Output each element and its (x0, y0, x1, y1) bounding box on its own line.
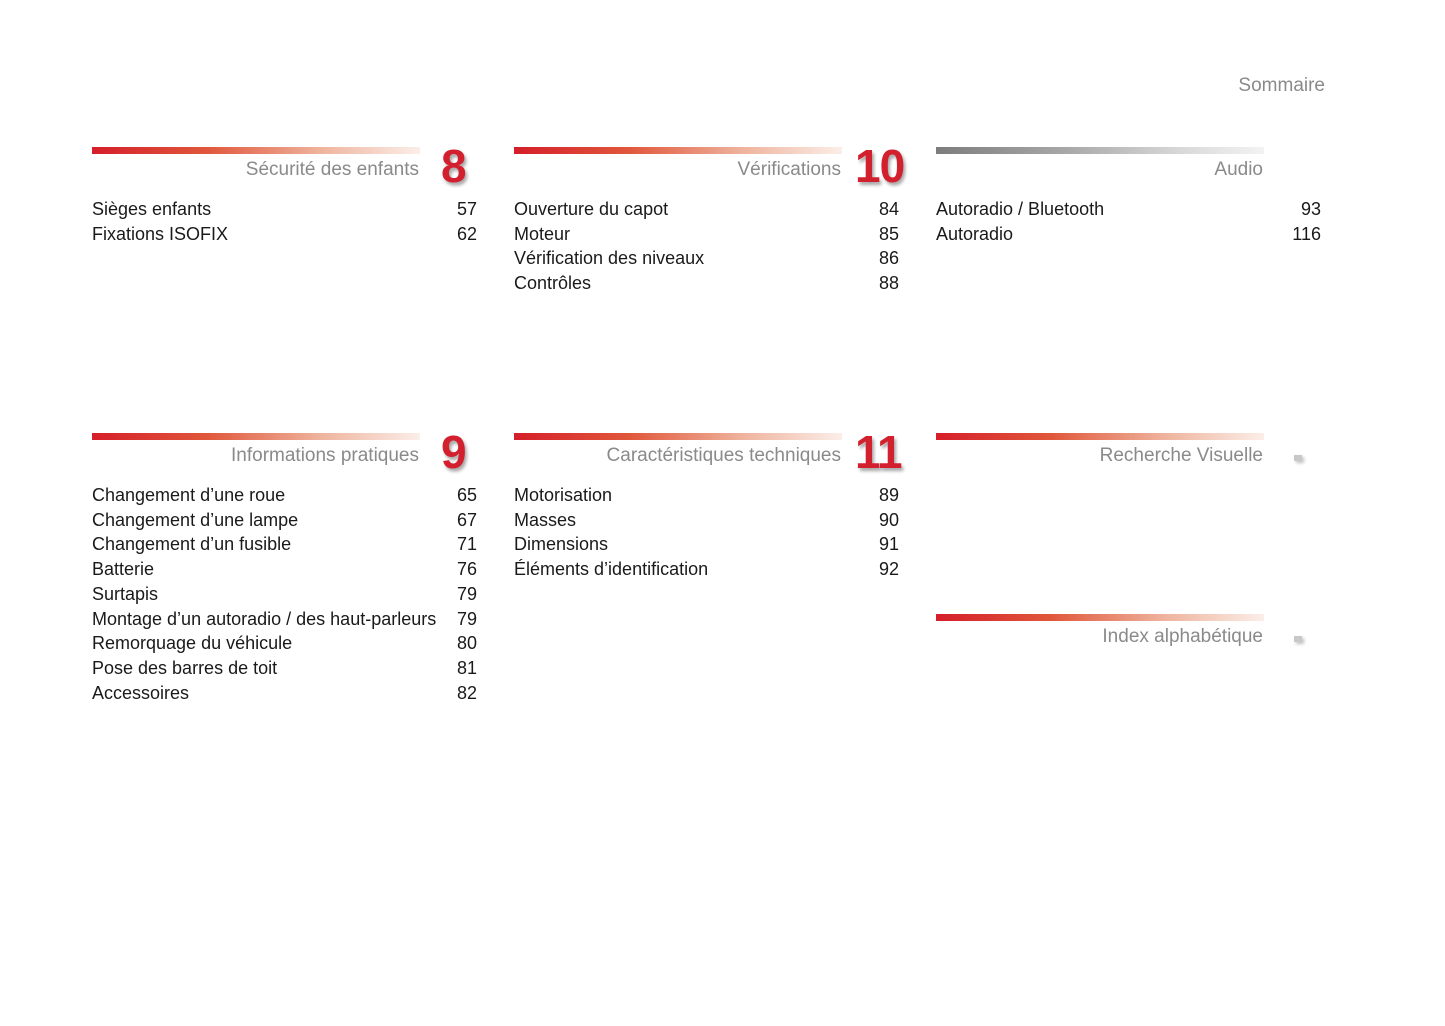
section-bar (514, 147, 842, 154)
entry-label: Changement d’une roue (92, 485, 286, 505)
entry-label: Autoradio / Bluetooth (936, 199, 1105, 219)
section-bar (92, 147, 420, 154)
toc-entry[interactable] (92, 483, 477, 508)
toc-entry[interactable] (514, 271, 899, 296)
section-title[interactable]: Audio (1214, 159, 1263, 180)
entry-page: 93 (1300, 199, 1321, 219)
section-title[interactable]: Vérifications (737, 159, 841, 180)
chapter-number: 11 (855, 426, 902, 478)
entry-label: Moteur (514, 223, 571, 244)
entry-page: 85 (878, 223, 899, 244)
entry-page: 86 (878, 248, 899, 269)
entry-label: Remorquage du véhicule (92, 633, 293, 654)
toc-entry[interactable] (514, 557, 899, 582)
toc-entry[interactable] (92, 681, 477, 706)
toc-entry[interactable] (92, 656, 477, 681)
section-bar (92, 433, 420, 440)
entry-page: 81 (456, 657, 477, 678)
toc-entry[interactable] (92, 582, 477, 607)
toc-entry[interactable] (92, 631, 477, 656)
entry-page: 89 (878, 485, 899, 505)
entry-label: Masses (514, 509, 577, 530)
chapter-number: 10 (855, 140, 905, 192)
entry-page: 79 (456, 608, 477, 629)
entry-page: 76 (456, 559, 477, 580)
page-title: Sommaire (1238, 75, 1325, 96)
entry-page: 88 (878, 273, 899, 294)
chapter-number: 8 (441, 140, 466, 192)
section-bar (936, 433, 1264, 440)
section-bar (936, 147, 1264, 154)
chapter-number: 9 (441, 426, 466, 478)
toc-entry[interactable] (514, 197, 899, 222)
entry-label: Montage d’un autoradio / des haut-parleurs (92, 608, 437, 629)
toc-entry[interactable] (514, 222, 899, 247)
entry-page: 57 (456, 199, 477, 219)
entry-list (92, 483, 477, 705)
entry-list (514, 483, 899, 582)
chapter-mark-icon (1294, 636, 1302, 642)
toc-entry[interactable] (92, 197, 477, 222)
section-title[interactable]: Index alphabétique (1102, 626, 1263, 647)
entry-label: Vérification des niveaux (514, 248, 705, 269)
entry-label: Dimensions (514, 534, 609, 555)
entry-label: Motorisation (514, 485, 613, 505)
chapter-mark-icon (1294, 455, 1302, 461)
toc-entry[interactable] (936, 222, 1321, 247)
entry-label: Autoradio (936, 223, 1014, 244)
entry-page: 92 (878, 559, 899, 580)
entry-page: 91 (878, 534, 899, 555)
toc-entry[interactable] (936, 197, 1321, 222)
toc-entry[interactable] (92, 532, 477, 557)
toc-entry[interactable] (92, 222, 477, 247)
entry-label: Batterie (92, 559, 155, 580)
entry-page: 90 (878, 509, 899, 530)
entry-label: Surtapis (92, 583, 159, 604)
section-title[interactable]: Caractéristiques techniques (606, 445, 841, 466)
entry-label: Sièges enfants (92, 199, 212, 219)
entry-label: Fixations ISOFIX (92, 223, 229, 244)
entry-page: 71 (456, 534, 477, 555)
toc-entry[interactable] (92, 607, 477, 632)
entry-page: 65 (456, 485, 477, 505)
entry-label: Changement d’une lampe (92, 509, 299, 530)
section-title[interactable]: Sécurité des enfants (245, 159, 419, 180)
section-title[interactable]: Recherche Visuelle (1099, 445, 1263, 466)
entry-label: Changement d’un fusible (92, 534, 292, 555)
entry-list (936, 197, 1321, 246)
section-bar (936, 614, 1264, 621)
entry-page: 79 (456, 583, 477, 604)
entry-page: 116 (1292, 223, 1321, 244)
toc-entry[interactable] (92, 508, 477, 533)
toc-entry[interactable] (92, 557, 477, 582)
section-bar (514, 433, 842, 440)
entry-page: 67 (456, 509, 477, 530)
entry-label: Contrôles (514, 273, 592, 294)
toc-entry[interactable] (514, 508, 899, 533)
entry-page: 84 (878, 199, 899, 219)
entry-page: 82 (456, 682, 477, 703)
entry-label: Ouverture du capot (514, 199, 669, 219)
entry-label: Accessoires (92, 682, 190, 703)
entry-page: 80 (456, 633, 477, 654)
toc-entry[interactable] (514, 532, 899, 557)
toc-entry[interactable] (514, 246, 899, 271)
entry-list (92, 197, 477, 246)
entry-label: Pose des barres de toit (92, 657, 278, 678)
entry-page: 62 (456, 223, 477, 244)
entry-label: Éléments d’identification (514, 559, 709, 580)
toc-entry[interactable] (514, 483, 899, 508)
section-title[interactable]: Informations pratiques (231, 445, 419, 466)
entry-list (514, 197, 899, 296)
